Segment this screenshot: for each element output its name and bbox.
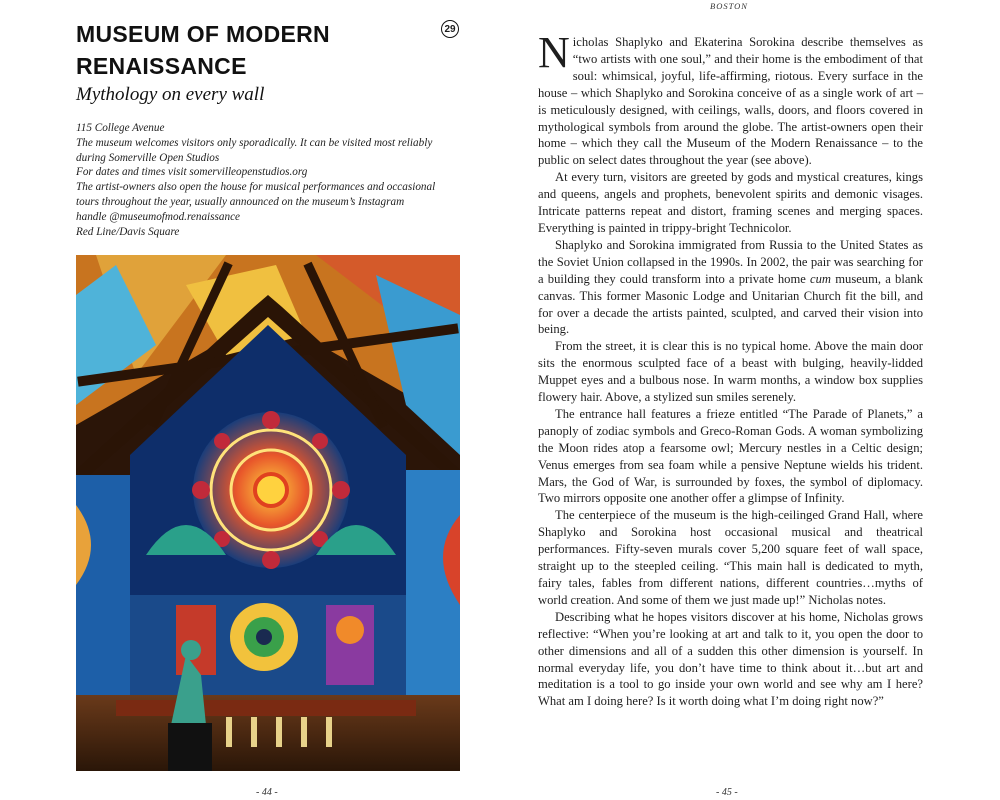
page-subtitle: Mythology on every wall: [76, 84, 265, 105]
transit-line: Red Line/Davis Square: [76, 225, 180, 238]
info-line: tours throughout the year, usually announced on the museum’s Instagram: [76, 195, 405, 208]
info-line: The museum welcomes visitors only sporadically. It can be visited most reliably: [76, 136, 433, 149]
right-page: [500, 0, 1000, 800]
visitor-info: [76, 121, 471, 239]
paragraph: The centerpiece of the museum is the high-ceilinged Grand Hall, where Shaplyko and Sorokina host occasional musical and theatrical performances. Fifty-seven murals cover 5,200 square feet of wall space, straight up to the steepled ceiling. “This main hall is dedicated to myth, fairy tales, fables from different nations, different countries…myths of world creation. And some of them we just made up!” Nicholas notes.: [538, 508, 923, 607]
page-number-left: - 44 -: [256, 787, 278, 798]
info-line: For dates and times visit somervilleopenstudios.org: [76, 166, 308, 179]
paragraph: From the street, it is clear this is no typical home. Above the main door sits the enormous sculpted face of a beast with bulging, heavily-lidded Muppet eyes and a bulbous nose. In warm months, a window box supplies flowery hair. Above, a stylized sun smiles serenely.: [538, 339, 923, 405]
info-line: The artist-owners also open the house for musical performances and occasional: [76, 181, 436, 194]
page-title: MUSEUM OF MODERN RENAISSANCE: [76, 21, 330, 79]
emphasis-text: cum: [810, 271, 832, 286]
page-number-right: - 45 -: [716, 787, 738, 798]
running-head: BOSTON: [710, 1, 748, 11]
paragraph: [538, 28, 923, 169]
paragraph-text: icholas Shaplyko and Ekaterina Sorokina describe themselves as “two artists with one soul,” and their home is the embodiment of that soul: whimsical, joyful, life-affirming, riotous. Every surface in the house – which Shaplyko and Sorokina conceive of as a single work of art – is meticulously designed, with ceilings, walls, doors, and floors covered in mythological symbols from around the globe. The artist-owners open their home – which they call the Museum of the Modern Renaissance – to the public on select dates throughout the year (see above).: [538, 35, 923, 168]
paragraph: The entrance hall features a frieze entitled “The Parade of Planets,” a panoply of zodiac symbols and Greco-Roman Gods. A woman symbolizing the Moon rides atop a fearsome owl; Mercury nestles in a Celtic design; Venus emerges from sea foam while a pensive Neptune wields his trident. Mars, the God of War, is surrounded by foxes, the symbol of diplomacy. Two mirrors opposite one another offer a glimpse of Infinity.: [538, 406, 923, 506]
paragraph: [538, 237, 923, 338]
address-line: 115 College Avenue: [76, 122, 165, 134]
paragraph-text: Shaplyko and Sorokina immigrated from Russia to the United States as the Soviet Union collapsed in the 1990s. In 2002, the pair was searching for a building they could transform into a private home: [538, 237, 923, 286]
paragraph: At every turn, visitors are greeted by gods and mystical creatures, kings and queens, angels and prophets, benevolent spirits and demonic visages. Intricate patterns repeat and distort, framing scenes and merging spaces. Everything is painted in trippy-bright Technicolor.: [538, 170, 923, 235]
paragraph: Describing what he hopes visitors discover at his home, Nicholas grows reflective: “When you’re looking at art and talk to it, you open the door to other dimensions and all of a sudden this other dimension is yourself. In normal everyday life, you don’t have time to think about it…but art and meditation is a tool to go inside your own world and see why am I here? What am I doing here? Is it worth doing what I’m doing right now?”: [538, 609, 923, 709]
paragraph-text: museum, a blank canvas. This former Masonic Lodge and Unitarian Church fit the bill, and for over a decade the artists painted, sculpted, and carved their vision into being.: [538, 271, 923, 337]
info-line: handle @museumofmod.renaissance: [76, 210, 240, 223]
article-body: [538, 28, 923, 710]
drop-cap: N: [538, 28, 570, 77]
mural-illustration: [76, 255, 460, 771]
entry-number-badge: 29: [441, 20, 459, 38]
info-line: during Somerville Open Studios: [76, 151, 220, 164]
grand-hall-photo: [76, 255, 460, 771]
